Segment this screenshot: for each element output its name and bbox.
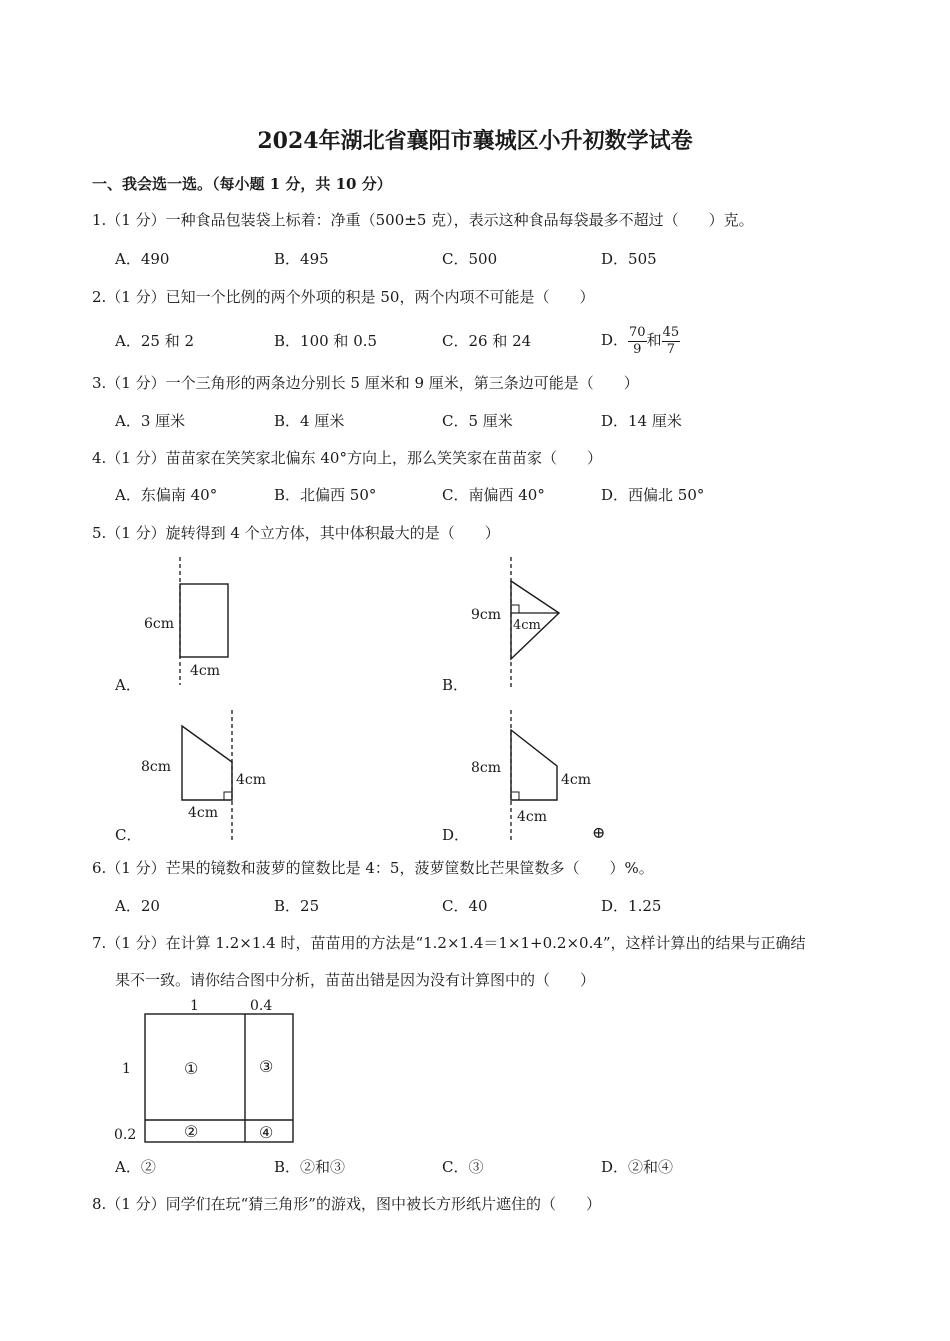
q5-option-c: C． [115, 826, 142, 844]
q7-option-b: B．②和③ [274, 1158, 346, 1176]
fig7-region-1: ① [184, 1059, 199, 1078]
q3-option-c: C．5 厘米 [442, 412, 513, 430]
figure-c-bottom-label: 4cm [188, 805, 219, 821]
q7-option-c: C．③ [442, 1158, 484, 1176]
fig7-left-0-2: 0.2 [114, 1127, 137, 1143]
question-3: 3.（1 分）一个三角形的两条边分别长 5 厘米和 9 厘米，第三条边可能是（ ） [92, 374, 639, 392]
q2-option-d: D． $\frac{70}{9}$ 和 $\frac{45}{7}$ [601, 324, 680, 357]
q1-option-c: C．500 [442, 250, 498, 268]
q7-option-d: D．②和④ [601, 1158, 674, 1176]
fig7-region-2: ② [184, 1122, 199, 1141]
figure-a-rectangle [138, 555, 248, 690]
figure-d-trapezoid [465, 708, 625, 843]
figure-b-height-label: 9cm [471, 607, 502, 623]
q4-option-a: A．东偏南 40° [115, 486, 218, 504]
q1-option-d: D．505 [601, 250, 657, 268]
q3-option-d: D．14 厘米 [601, 412, 682, 430]
q6-option-d: D．1.25 [601, 897, 662, 915]
q5-option-d: D． [442, 826, 470, 844]
q1-option-a: A．490 [115, 250, 170, 268]
q2-option-b: B．100 和 0.5 [274, 332, 378, 350]
question-6: 6.（1 分）芒果的镜数和菠萝的筐数比是 4：5，菠萝筐数比芒果筐数多（ ）%。 [92, 859, 654, 877]
question-1: 1.（1 分）一种食品包装袋上标着：净重（500±5 克），表示这种食品每袋最多不超过（ ）克。 [92, 211, 754, 229]
page-title: 2024年湖北省襄阳市襄城区小升初数学试卷 [257, 128, 693, 154]
q6-option-a: A．20 [115, 897, 160, 915]
fraction-70-9: $\frac{70}{9}$ [629, 324, 646, 357]
figure-d-right-label: 4cm [561, 772, 592, 788]
figure-b-base-label: 4cm [513, 618, 541, 633]
q5-option-a: A． [115, 676, 141, 694]
q4-option-c: C．南偏西 40° [442, 486, 545, 504]
fig7-region-4: ④ [259, 1123, 274, 1142]
fig7-top-1: 1 [190, 998, 199, 1014]
q5-option-b: B． [442, 676, 469, 694]
figure-b-triangle [465, 555, 575, 690]
q4-option-b: B．北偏西 50° [274, 486, 377, 504]
figure-d-bottom-label: 4cm [517, 809, 548, 825]
q7-option-a: A．② [115, 1158, 156, 1176]
section-heading: 一、我会选一选。（每小题 1 分，共 10 分） [92, 175, 392, 193]
question-8: 8.（1 分）同学们在玩“猜三角形”的游戏，图中被长方形纸片遮住的（ ） [92, 1195, 601, 1213]
q2-option-a: A．25 和 2 [115, 332, 194, 350]
figure-7-area-model [108, 996, 308, 1148]
figure-c-right-label: 4cm [236, 772, 267, 788]
figure-a-width-label: 4cm [190, 663, 221, 679]
q1-option-b: B．495 [274, 250, 329, 268]
figure-c-trapezoid [138, 708, 278, 843]
q2-option-d-label: D． [601, 331, 629, 349]
q4-option-d: D．西偏北 50° [601, 486, 705, 504]
question-2: 2.（1 分）已知一个比例的两个外项的积是 50，两个内项不可能是（ ） [92, 288, 595, 306]
figure-d-left-label: 8cm [471, 760, 502, 776]
q2-option-c: C．26 和 24 [442, 332, 532, 350]
q6-option-b: B．25 [274, 897, 320, 915]
figure-a-height-label: 6cm [144, 616, 175, 632]
question-5: 5.（1 分）旋转得到 4 个立方体，其中体积最大的是（ ） [92, 524, 500, 542]
plus-circle-icon: ⊕ [592, 823, 606, 842]
question-7-line-2: 果不一致。请你结合图中分析，苗苗出错是因为没有计算图中的（ ） [115, 971, 596, 989]
fig7-left-1: 1 [122, 1061, 131, 1077]
figure-c-left-label: 8cm [141, 759, 172, 775]
fig7-top-0-4: 0.4 [250, 998, 273, 1014]
q3-option-b: B．4 厘米 [274, 412, 345, 430]
fraction-45-7: $\frac{45}{7}$ [662, 324, 680, 357]
question-7-line-1: 7.（1 分）在计算 1.2×1.4 时，苗苗用的方法是“1.2×1.4＝1×1+0.2×0.4”，这样计算出的结果与正确结 [92, 934, 806, 952]
q6-option-c: C．40 [442, 897, 488, 915]
q3-option-a: A．3 厘米 [115, 412, 186, 430]
question-4: 4.（1 分）苗苗家在笑笑家北偏东 40°方向上，那么笑笑家在苗苗家（ ） [92, 449, 602, 467]
fig7-region-3: ③ [259, 1057, 274, 1076]
